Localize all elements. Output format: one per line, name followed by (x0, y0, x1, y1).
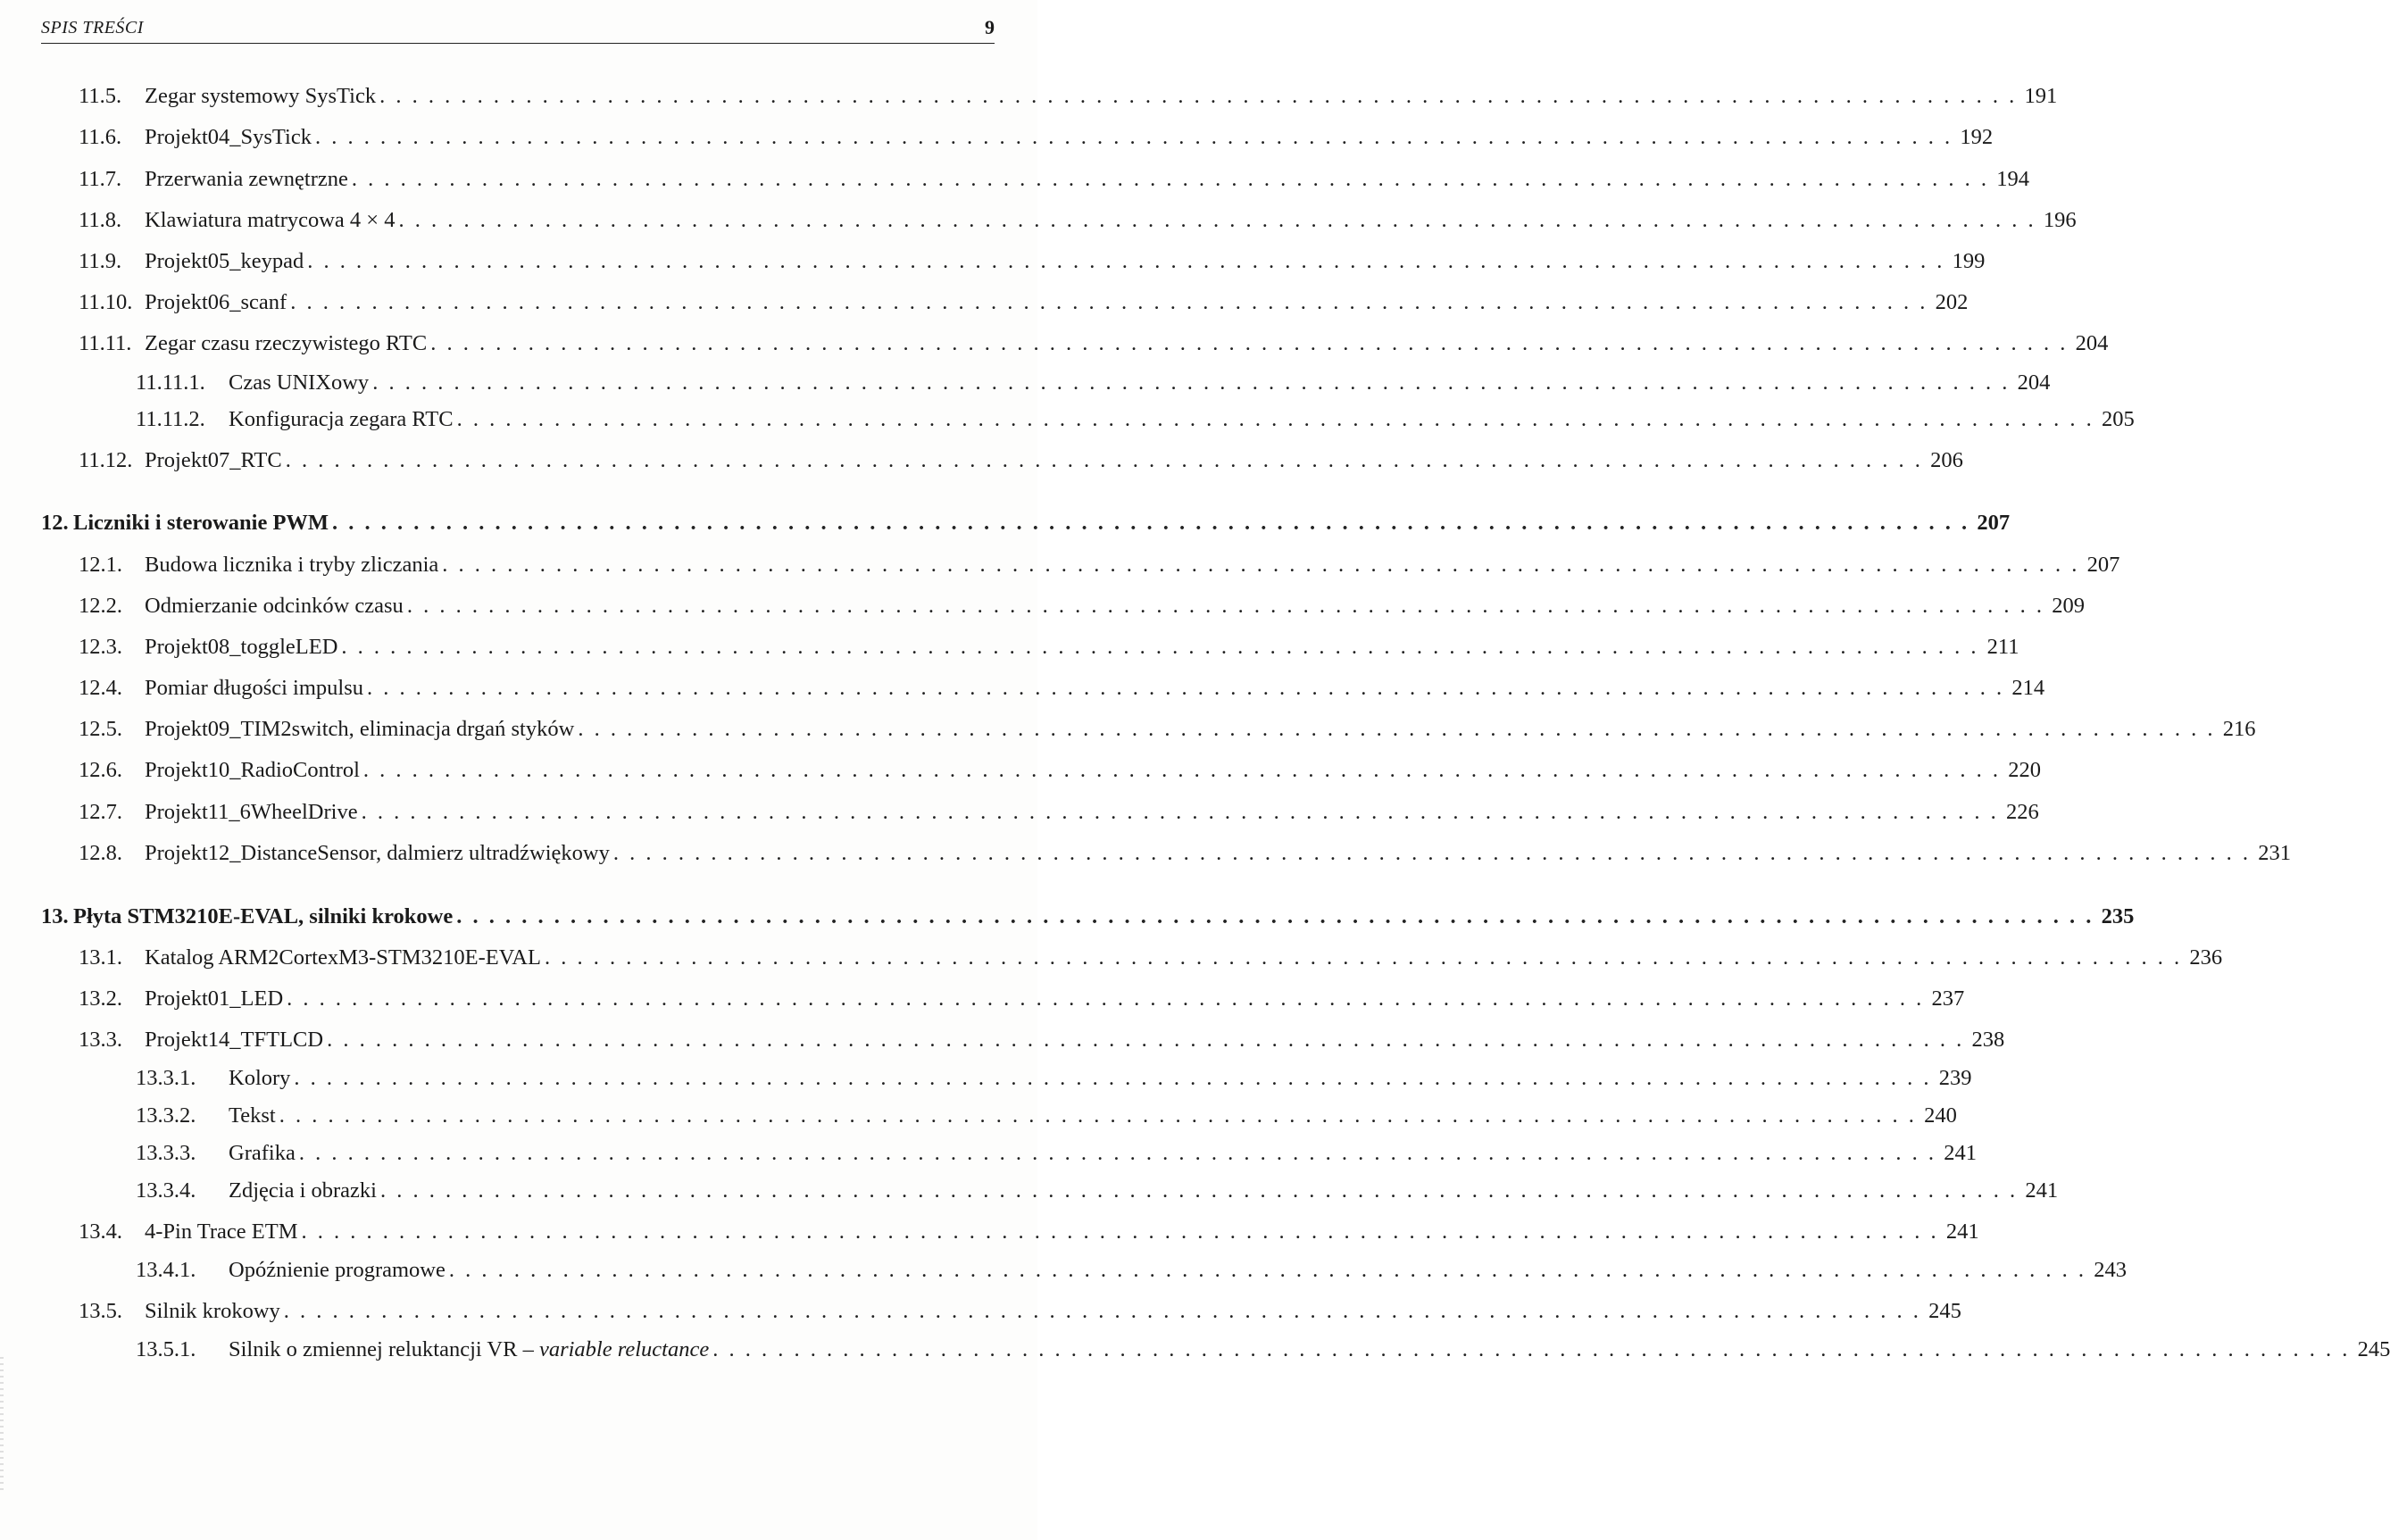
dot-leader (430, 328, 2065, 360)
toc-entry-title: Zdjęcia i obrazki (229, 1178, 377, 1203)
dot-leader (380, 1175, 2015, 1207)
toc-entry-page: 236 (2189, 945, 2223, 970)
toc-entry-page: 202 (1935, 290, 1969, 314)
toc-entry-13-1 (79, 942, 2223, 974)
dot-leader (545, 942, 2179, 974)
toc-entry-13-3-1 (136, 1062, 1972, 1095)
toc-entry-title: Tekst (229, 1103, 276, 1128)
toc-entry-page: 241 (2025, 1178, 2059, 1203)
toc-entry-12-6 (79, 754, 2042, 787)
toc-entry-12-1 (79, 549, 2120, 581)
dot-leader (367, 672, 2002, 704)
toc-entry-11-8 (79, 204, 2077, 237)
scan-edge-noise (0, 1357, 4, 1491)
toc-entry-title: Silnik krokowy (145, 1299, 280, 1323)
dot-leader (456, 901, 2091, 933)
toc-entry-number: 13.5. (79, 1299, 122, 1323)
page-number: 9 (985, 16, 995, 38)
toc-entry-title (229, 1334, 709, 1366)
dot-leader (302, 1216, 1936, 1248)
toc-entry-13-5-1 (136, 1334, 2390, 1366)
dot-leader (284, 1295, 1919, 1328)
toc-entry-title: Projekt14_TFTLCD (145, 1028, 324, 1052)
toc-entry-page: 207 (2086, 553, 2120, 577)
toc-entry-11-11 (79, 328, 2109, 360)
dot-leader (341, 631, 1976, 663)
toc-entry-number: 13.4. (79, 1220, 122, 1244)
toc-entry-11-5 (79, 80, 2058, 112)
toc-entry-title: Klawiatura matrycowa 4 × 4 (145, 208, 396, 232)
dot-leader (332, 507, 1967, 539)
toc-entry-12-5 (79, 713, 2256, 745)
toc-entry-11-11-2 (136, 404, 2135, 436)
running-title: SPIS TREŚCI (41, 18, 144, 37)
toc-entry-title: Budowa licznika i tryby zliczania (145, 553, 439, 577)
dot-leader (372, 367, 2007, 399)
toc-entry-13-4-1 (136, 1254, 2127, 1286)
toc-entry-page: 245 (2357, 1337, 2390, 1361)
toc-chapter-12 (41, 507, 2011, 539)
dot-leader (290, 287, 1925, 319)
dot-leader (279, 1100, 1914, 1132)
toc-entry-number: 13.4.1. (136, 1258, 196, 1282)
toc-entry-title: Przerwania zewnętrzne (145, 167, 348, 191)
toc-entry-page: 240 (1924, 1103, 1957, 1128)
toc-entry-title: Projekt06_scanf (145, 290, 287, 314)
dot-leader (294, 1062, 1928, 1095)
toc-entry-title: Projekt05_keypad (145, 249, 304, 273)
toc-entry-11-12 (79, 445, 1963, 477)
toc-entry-13-4 (79, 1216, 1979, 1248)
toc-entry-12-4 (79, 672, 2045, 704)
toc-chapter-number: 12. (41, 511, 69, 535)
toc-entry-page: 243 (2094, 1258, 2127, 1282)
toc-entry-title: Grafika (229, 1141, 296, 1165)
toc-entry-number: 11.8. (79, 208, 122, 232)
toc-entry-11-11-1 (136, 367, 2051, 399)
toc-entry-13-2 (79, 983, 1965, 1015)
toc-entry-number: 11.11.2. (136, 407, 205, 431)
toc-entry-number: 13.3.4. (136, 1178, 196, 1203)
toc-chapter-13 (41, 901, 2135, 933)
toc-entry-11-6 (79, 121, 1994, 154)
dot-leader (613, 837, 2248, 870)
toc-entry-title: Projekt08_toggleLED (145, 635, 338, 659)
dot-leader (399, 204, 2034, 237)
toc-chapter-page: 235 (2101, 904, 2135, 928)
dot-leader (407, 590, 2042, 622)
toc-entry-page: 209 (2052, 594, 2085, 618)
toc-entry-number: 11.10. (79, 290, 133, 314)
toc-entry-title: Projekt07_RTC (145, 448, 282, 472)
dot-leader (307, 246, 1942, 278)
toc-entry-title: Pomiar długości impulsu (145, 676, 363, 700)
toc-entry-13-3 (79, 1024, 2005, 1056)
dot-leader (315, 121, 1950, 154)
toc-entry-title: Katalog ARM2CortexM3-STM3210E-EVAL (145, 945, 541, 970)
dot-leader (457, 404, 2092, 436)
toc-entry-title: Projekt11_6WheelDrive (145, 800, 358, 824)
toc-entry-title: Opóźnienie programowe (229, 1258, 446, 1282)
toc-entry-13-5 (79, 1295, 1961, 1328)
toc-entry-page: 239 (1938, 1066, 1972, 1090)
toc-entry-page: 231 (2258, 841, 2291, 865)
toc-entry-number: 11.12. (79, 448, 133, 472)
toc-entry-page: 214 (2011, 676, 2045, 700)
toc-entry-number: 13.1. (79, 945, 122, 970)
toc-entry-title: Odmierzanie odcinków czasu (145, 594, 404, 618)
toc-entry-number: 12.4. (79, 676, 122, 700)
toc-entry-page: 220 (2008, 758, 2042, 782)
dot-leader (286, 445, 1920, 477)
toc-entry-number: 12.1. (79, 553, 122, 577)
toc-entry-title: Projekt09_TIM2switch, eliminacja drgań styków (145, 717, 575, 741)
toc-entry-title: Projekt12_DistanceSensor, dalmierz ultradźwiękowy (145, 841, 610, 865)
toc-chapter-title: Liczniki i sterowanie PWM (73, 511, 329, 535)
toc-entry-13-3-4 (136, 1175, 2059, 1207)
toc-entry-page: 204 (2017, 370, 2051, 395)
toc-chapter-number: 13. (41, 904, 69, 928)
dot-leader (379, 80, 2014, 112)
dot-leader (712, 1334, 2347, 1366)
toc-entry-11-7 (79, 163, 2029, 196)
toc-entry-number: 13.3.1. (136, 1066, 196, 1090)
toc-entry-page: 204 (2075, 331, 2109, 355)
toc-entry-page: 238 (1971, 1028, 2005, 1052)
toc-entry-title: Zegar systemowy SysTick (145, 84, 377, 108)
dot-leader (352, 163, 1986, 196)
toc-entry-number: 11.11. (79, 331, 132, 355)
toc-entry-title: 4-Pin Trace ETM (145, 1220, 298, 1244)
toc-entry-number: 13.5.1. (136, 1337, 196, 1361)
toc-entry-number: 11.9. (79, 249, 122, 273)
toc-chapter-page: 207 (1977, 511, 2011, 535)
toc-entry-page: 216 (2222, 717, 2256, 741)
toc-entry-title: Projekt10_RadioControl (145, 758, 360, 782)
toc-entry-page: 199 (1952, 249, 1986, 273)
toc-entry-number: 11.5. (79, 84, 122, 108)
dot-leader (299, 1137, 1934, 1170)
dot-leader (578, 713, 2212, 745)
toc-entry-11-10 (79, 287, 1969, 319)
toc-entry-page: 196 (2043, 208, 2077, 232)
toc-entry-page: 237 (1931, 986, 1965, 1011)
toc-entry-page: 245 (1928, 1299, 1961, 1323)
toc-chapter-title: Płyta STM3210E-EVAL, silniki krokowe (73, 904, 454, 928)
toc-entry-12-2 (79, 590, 2085, 622)
toc-entry-number: 12.5. (79, 717, 122, 741)
toc-entry-title: Czas UNIXowy (229, 370, 370, 395)
toc-entry-number: 11.6. (79, 125, 122, 149)
toc-entry-title: Zegar czasu rzeczywistego RTC (145, 331, 428, 355)
toc-entry-page: 211 (1986, 635, 2019, 659)
toc-entry-number: 13.2. (79, 986, 122, 1011)
toc-entry-title: Projekt04_SysTick (145, 125, 312, 149)
toc-entry-13-3-3 (136, 1137, 1977, 1170)
toc-entry-page: 226 (2005, 800, 2039, 824)
toc-entry-number: 12.3. (79, 635, 122, 659)
toc-entry-page: 192 (1960, 125, 1994, 149)
toc-entry-number: 13.3.2. (136, 1103, 196, 1128)
toc-entry-number: 13.3. (79, 1028, 122, 1052)
toc-entry-title-italic: variable reluctance (538, 1337, 710, 1361)
toc-entry-12-7 (79, 796, 2039, 828)
dot-leader (363, 754, 1998, 787)
toc-entry-page: 241 (1944, 1141, 1977, 1165)
toc-entry-12-8 (79, 837, 2291, 870)
toc-entry-page: 194 (1996, 167, 2029, 191)
dot-leader (449, 1254, 2084, 1286)
toc-entry-11-9 (79, 246, 1986, 278)
toc-entry-number: 13.3.3. (136, 1141, 196, 1165)
toc-entry-number: 11.11.1. (136, 370, 205, 395)
dot-leader (362, 796, 1996, 828)
dot-leader (287, 983, 1921, 1015)
toc-entry-title: Konfiguracja zegara RTC (229, 407, 454, 431)
toc-entry-number: 11.7. (79, 167, 122, 191)
dot-leader (442, 549, 2077, 581)
toc-entry-page: 206 (1930, 448, 1963, 472)
dot-leader (327, 1024, 1961, 1056)
toc-entry-12-3 (79, 631, 2019, 663)
toc-entry-page: 205 (2101, 407, 2135, 431)
toc-entry-page: 191 (2024, 84, 2058, 108)
toc-entry-number: 12.2. (79, 594, 122, 618)
toc-entry-13-3-2 (136, 1100, 1957, 1132)
toc-entry-number: 12.7. (79, 800, 122, 824)
toc-entry-title: Kolory (229, 1066, 291, 1090)
toc-entry-page: 241 (1945, 1220, 1979, 1244)
toc-entry-number: 12.8. (79, 841, 122, 865)
toc-entry-title: Projekt01_LED (145, 986, 284, 1011)
toc-entry-title-main: Silnik o zmiennej reluktancji VR – (229, 1337, 539, 1361)
toc-entry-number: 12.6. (79, 758, 122, 782)
